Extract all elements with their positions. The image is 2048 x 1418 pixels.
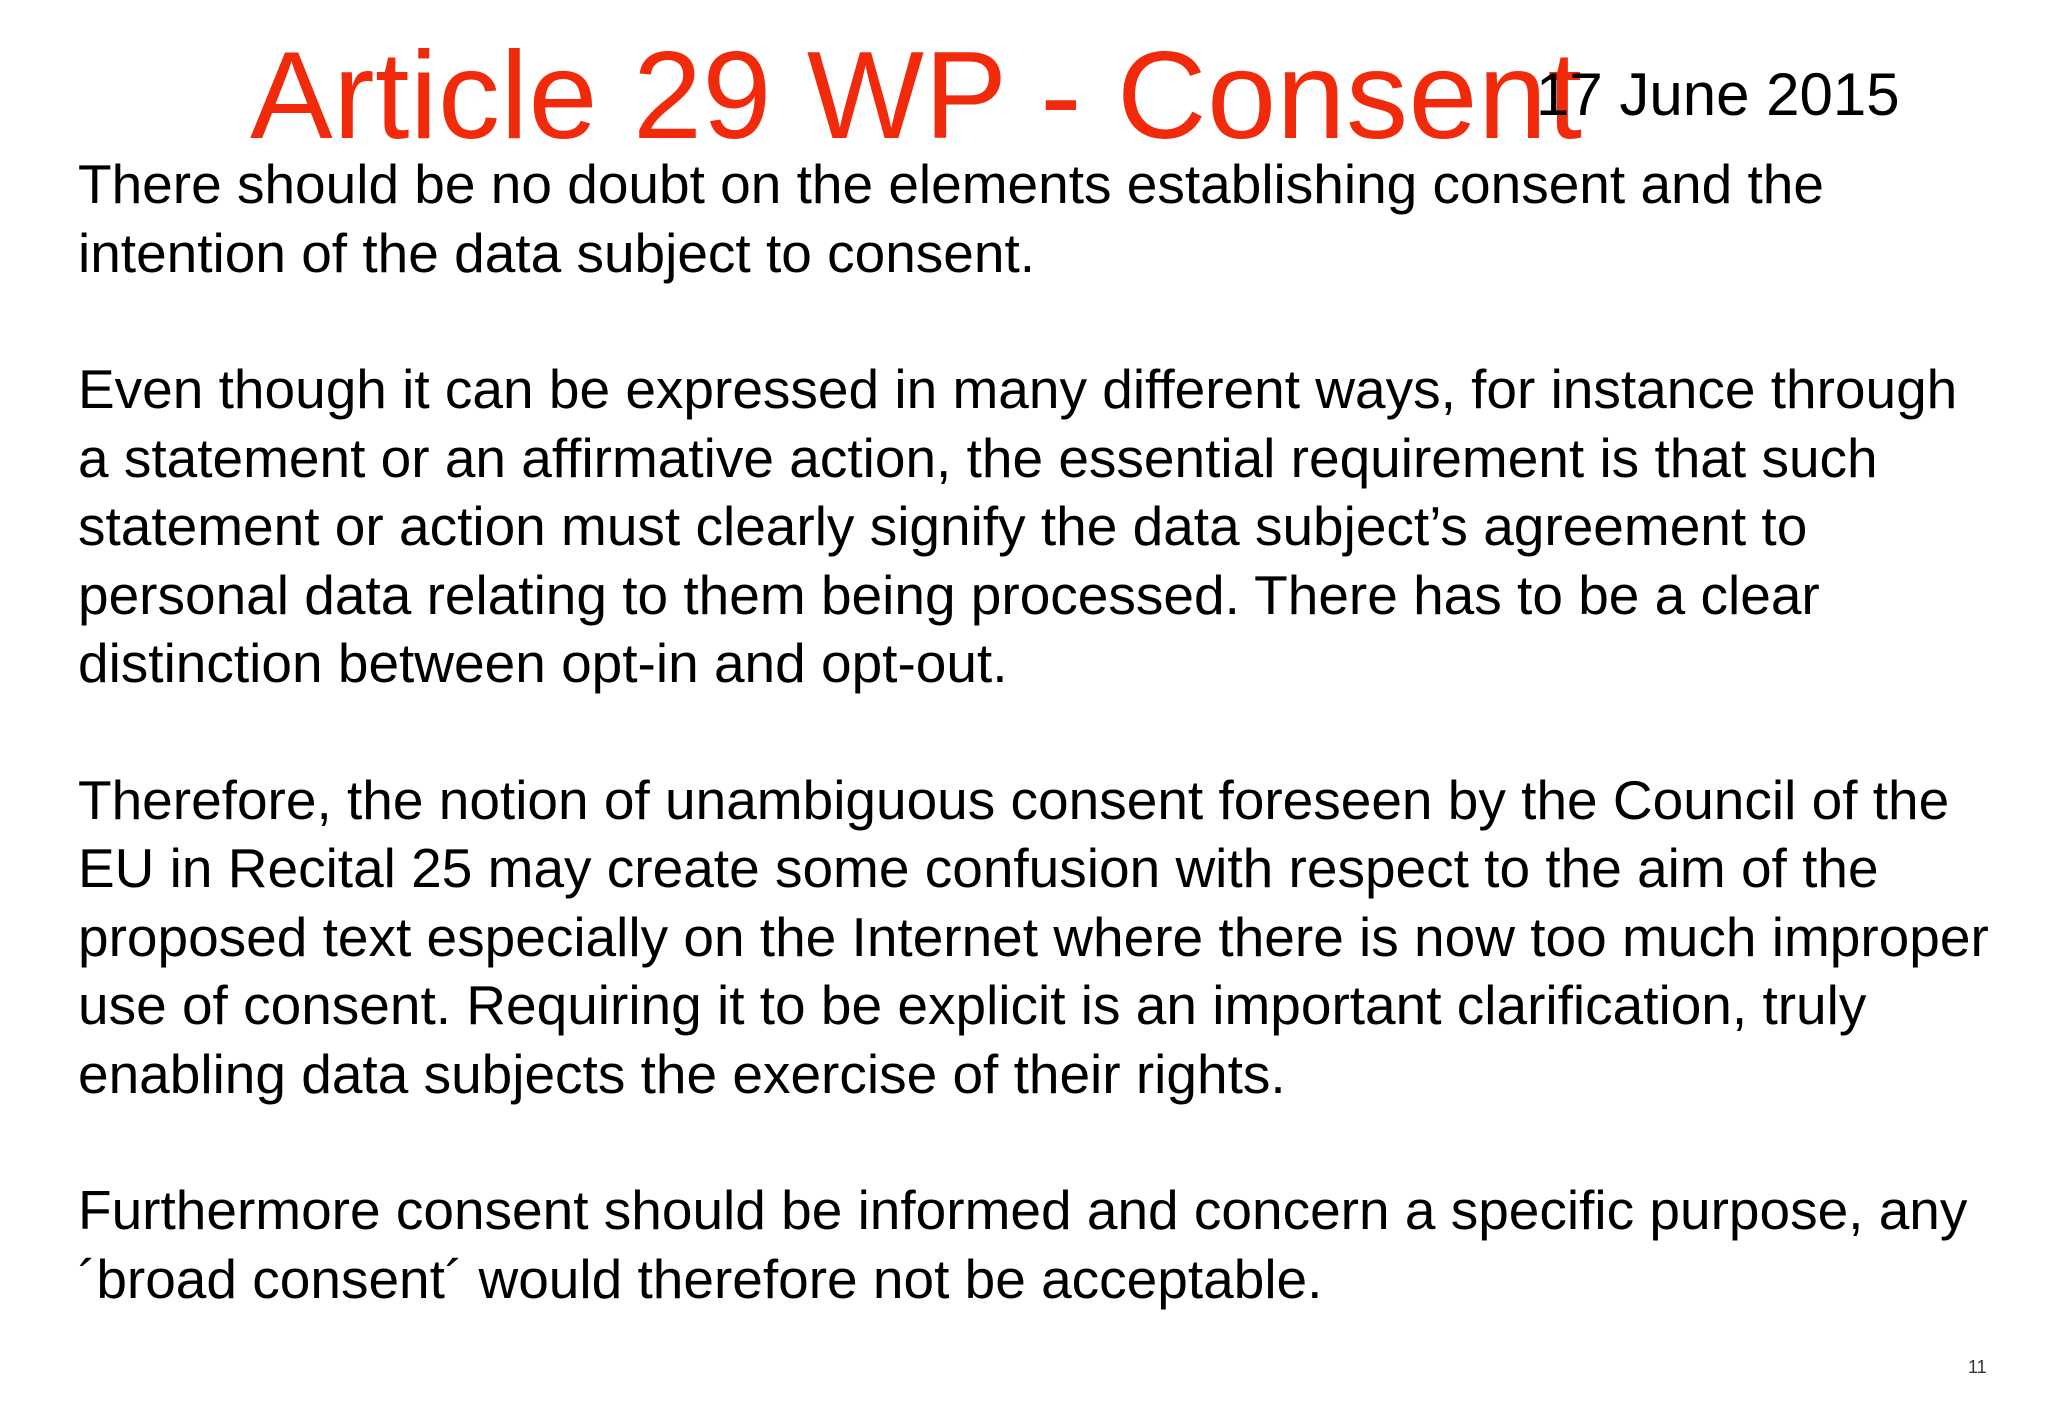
- slide-title: Article 29 WP - Consent: [250, 27, 1583, 165]
- slide-date: 17 June 2015: [1536, 61, 1900, 128]
- slide-body: [78, 150, 1998, 1313]
- paragraph-unambiguous-consent: Therefore, the notion of unambiguous consent foreseen by the Council of the EU in Recital 25 may create some confusion with respect to the aim of the proposed text especially on the Internet where there is now too much improper use of consent. Requiring it to be explicit is an important clarification, truly enabling data subjects the exercise of their rights.: [78, 768, 1989, 1105]
- page-number: 11: [1968, 1357, 1987, 1377]
- paragraph-informed-consent: Furthermore consent should be informed and concern a specific purpose, any ´broad consent´ would therefore not be acceptable.: [78, 1179, 1968, 1310]
- paragraph-consent-doubt: There should be no doubt on the elements establishing consent and the intention of the data subject to consent.: [78, 153, 1824, 284]
- paragraph-affirmative-action: Even though it can be expressed in many different ways, for instance through a statement or an affirmative action, the essential requirement is that such statement or action must clearly signify the data subject’s agreement to personal data relating to them being processed. There has to be a clear distinction between opt-in and opt-out.: [78, 358, 1958, 694]
